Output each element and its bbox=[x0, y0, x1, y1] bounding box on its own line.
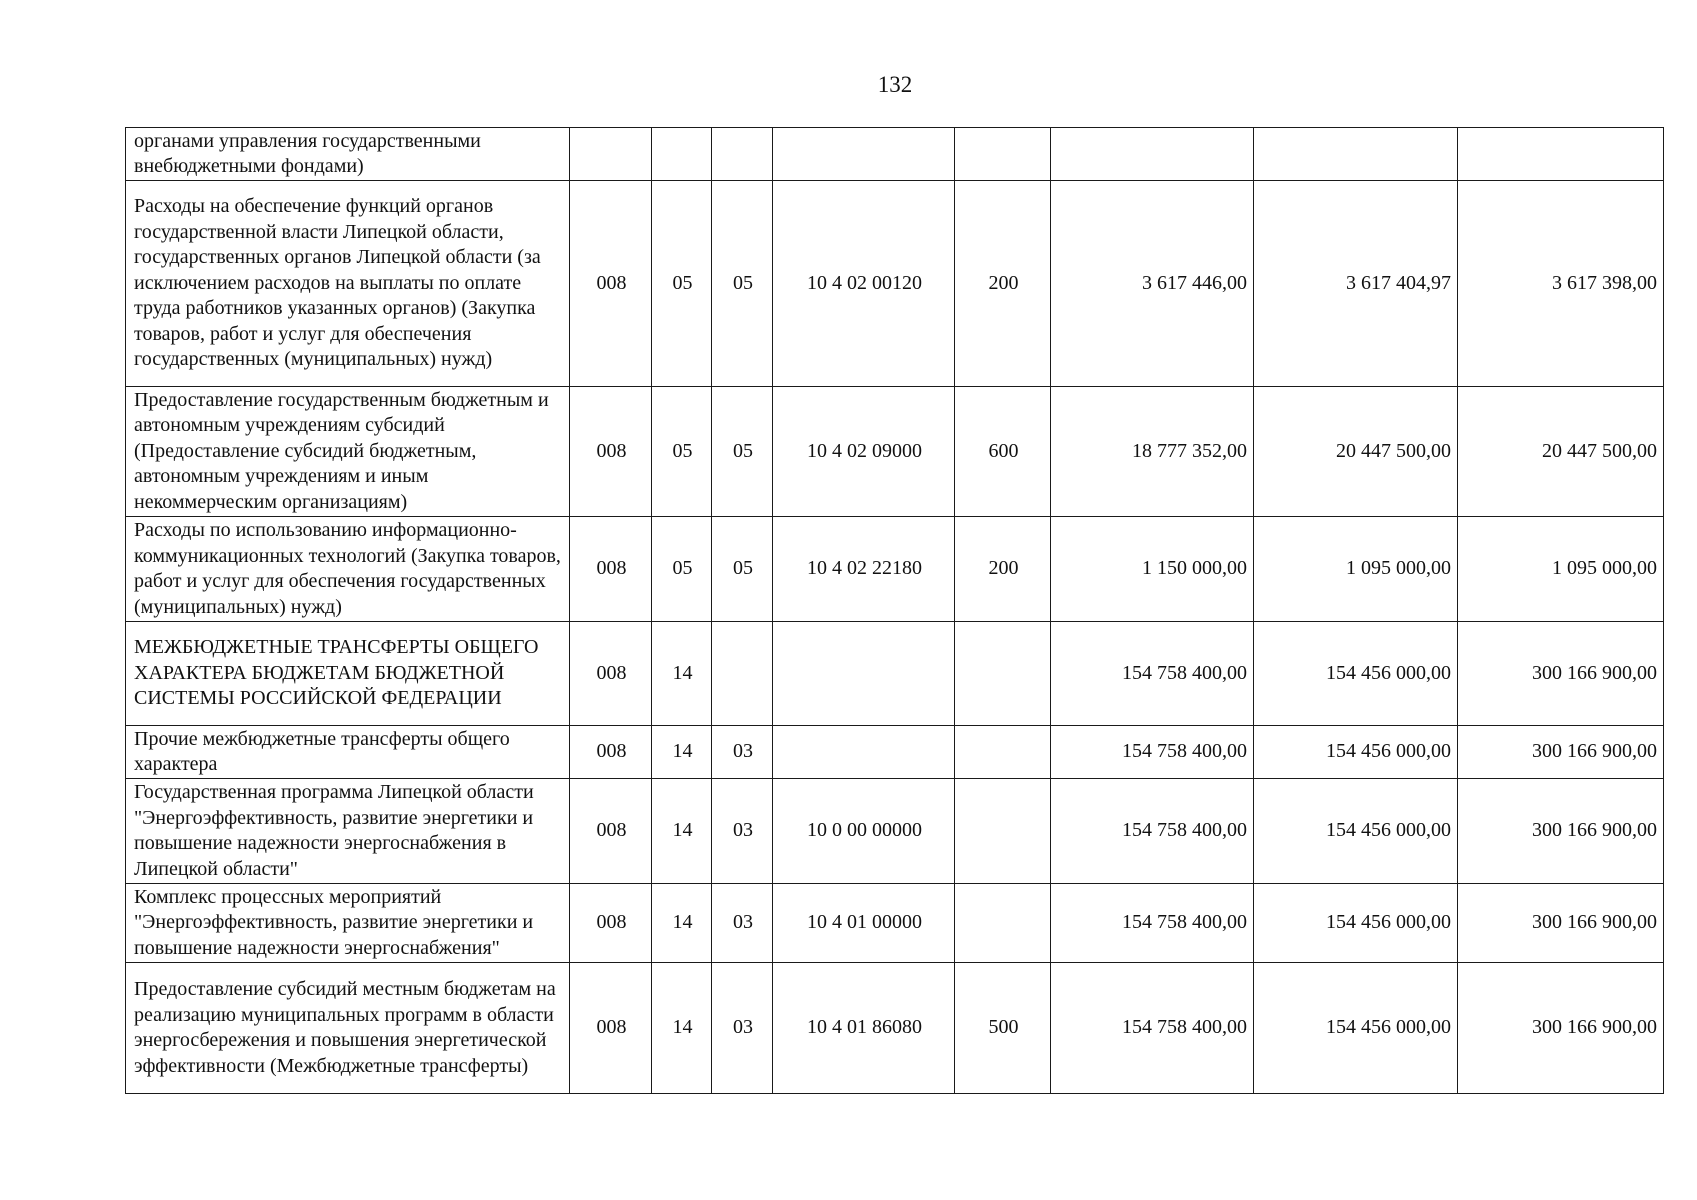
page-number: 132 bbox=[877, 72, 913, 97]
amount-year-2: 154 456 000,00 bbox=[1254, 884, 1458, 963]
target-article-code bbox=[773, 622, 955, 726]
amount-year-1: 1 150 000,00 bbox=[1051, 517, 1254, 622]
expense-type-code bbox=[955, 622, 1051, 726]
section-code: 14 bbox=[652, 779, 712, 884]
amount-year-3 bbox=[1458, 128, 1664, 181]
target-article-code: 10 4 02 22180 bbox=[773, 517, 955, 622]
amount-year-3: 300 166 900,00 bbox=[1458, 726, 1664, 779]
expense-name: Предоставление государственным бюджетным и автономным учреждениям субсидий (Предоставление субсидий бюджетным, автономным учреждениям и иным некоммерческим организациям) bbox=[126, 387, 570, 517]
expense-name: Расходы по использованию информационно-коммуникационных технологий (Закупка товаров, работ и услуг для обеспечения государственных (муниципальных) нужд) bbox=[126, 517, 570, 622]
section-code: 14 bbox=[652, 622, 712, 726]
amount-year-3: 1 095 000,00 bbox=[1458, 517, 1664, 622]
subsection-code: 05 bbox=[712, 181, 773, 387]
table-row bbox=[126, 884, 1664, 963]
expense-name: Государственная программа Липецкой области "Энергоэффективность, развитие энергетики и повышение надежности энергоснабжения в Липецкой области" bbox=[126, 779, 570, 884]
expense-name: органами управления государственными внебюджетными фондами) bbox=[126, 128, 570, 181]
subsection-code bbox=[712, 128, 773, 181]
subsection-code: 03 bbox=[712, 779, 773, 884]
department-code bbox=[570, 128, 652, 181]
subsection-code: 03 bbox=[712, 726, 773, 779]
subsection-code: 03 bbox=[712, 963, 773, 1094]
expense-type-code bbox=[955, 779, 1051, 884]
amount-year-1: 154 758 400,00 bbox=[1051, 726, 1254, 779]
expense-type-code bbox=[955, 128, 1051, 181]
table-row bbox=[126, 387, 1664, 517]
amount-year-3: 300 166 900,00 bbox=[1458, 779, 1664, 884]
table-row bbox=[126, 779, 1664, 884]
section-code: 14 bbox=[652, 884, 712, 963]
table-row bbox=[126, 181, 1664, 387]
section-code: 14 bbox=[652, 726, 712, 779]
table-row bbox=[126, 622, 1664, 726]
amount-year-2: 3 617 404,97 bbox=[1254, 181, 1458, 387]
expense-type-code bbox=[955, 884, 1051, 963]
department-code: 008 bbox=[570, 517, 652, 622]
amount-year-1: 154 758 400,00 bbox=[1051, 622, 1254, 726]
subsection-code: 05 bbox=[712, 387, 773, 517]
amount-year-3: 300 166 900,00 bbox=[1458, 884, 1664, 963]
amount-year-1 bbox=[1051, 128, 1254, 181]
expense-name: Предоставление субсидий местным бюджетам на реализацию муниципальных программ в области энергосбережения и повышения энергетической эффективности (Межбюджетные трансферты) bbox=[126, 963, 570, 1094]
section-code: 05 bbox=[652, 387, 712, 517]
section-code: 14 bbox=[652, 963, 712, 1094]
amount-year-2: 1 095 000,00 bbox=[1254, 517, 1458, 622]
expense-type-code: 200 bbox=[955, 181, 1051, 387]
section-code bbox=[652, 128, 712, 181]
subsection-code bbox=[712, 622, 773, 726]
department-code: 008 bbox=[570, 963, 652, 1094]
amount-year-2: 154 456 000,00 bbox=[1254, 622, 1458, 726]
amount-year-3: 3 617 398,00 bbox=[1458, 181, 1664, 387]
department-code: 008 bbox=[570, 181, 652, 387]
target-article-code: 10 4 02 00120 bbox=[773, 181, 955, 387]
department-code: 008 bbox=[570, 622, 652, 726]
amount-year-2: 154 456 000,00 bbox=[1254, 726, 1458, 779]
table-row bbox=[126, 517, 1664, 622]
amount-year-3: 300 166 900,00 bbox=[1458, 622, 1664, 726]
expense-type-code bbox=[955, 726, 1051, 779]
amount-year-1: 3 617 446,00 bbox=[1051, 181, 1254, 387]
target-article-code bbox=[773, 128, 955, 181]
subsection-code: 03 bbox=[712, 884, 773, 963]
amount-year-1: 18 777 352,00 bbox=[1051, 387, 1254, 517]
department-code: 008 bbox=[570, 884, 652, 963]
amount-year-2: 154 456 000,00 bbox=[1254, 963, 1458, 1094]
department-code: 008 bbox=[570, 726, 652, 779]
expense-type-code: 500 bbox=[955, 963, 1051, 1094]
amount-year-1: 154 758 400,00 bbox=[1051, 884, 1254, 963]
target-article-code: 10 0 00 00000 bbox=[773, 779, 955, 884]
expense-name: Прочие межбюджетные трансферты общего характера bbox=[126, 726, 570, 779]
amount-year-3: 20 447 500,00 bbox=[1458, 387, 1664, 517]
table-row bbox=[126, 726, 1664, 779]
department-code: 008 bbox=[570, 779, 652, 884]
amount-year-2 bbox=[1254, 128, 1458, 181]
amount-year-1: 154 758 400,00 bbox=[1051, 963, 1254, 1094]
expense-type-code: 600 bbox=[955, 387, 1051, 517]
amount-year-2: 20 447 500,00 bbox=[1254, 387, 1458, 517]
amount-year-3: 300 166 900,00 bbox=[1458, 963, 1664, 1094]
section-code: 05 bbox=[652, 181, 712, 387]
amount-year-1: 154 758 400,00 bbox=[1051, 779, 1254, 884]
expense-name: МЕЖБЮДЖЕТНЫЕ ТРАНСФЕРТЫ ОБЩЕГО ХАРАКТЕРА БЮДЖЕТАМ БЮДЖЕТНОЙ СИСТЕМЫ РОССИЙСКОЙ ФЕДЕРАЦИИ bbox=[126, 622, 570, 726]
budget-table bbox=[125, 127, 1664, 1094]
expense-type-code: 200 bbox=[955, 517, 1051, 622]
department-code: 008 bbox=[570, 387, 652, 517]
expense-name: Комплекс процессных мероприятий "Энергоэффективность, развитие энергетики и повышение надежности энергоснабжения" bbox=[126, 884, 570, 963]
target-article-code bbox=[773, 726, 955, 779]
table-row bbox=[126, 963, 1664, 1094]
expense-name: Расходы на обеспечение функций органов государственной власти Липецкой области, государственных органов Липецкой области (за исключением расходов на выплаты по оплате труда работников указанных органов) (Закупка товаров, работ и услуг для обеспечения государственных (муниципальных) нужд) bbox=[126, 181, 570, 387]
section-code: 05 bbox=[652, 517, 712, 622]
subsection-code: 05 bbox=[712, 517, 773, 622]
target-article-code: 10 4 01 00000 bbox=[773, 884, 955, 963]
target-article-code: 10 4 01 86080 bbox=[773, 963, 955, 1094]
target-article-code: 10 4 02 09000 bbox=[773, 387, 955, 517]
amount-year-2: 154 456 000,00 bbox=[1254, 779, 1458, 884]
table-row bbox=[126, 128, 1664, 181]
